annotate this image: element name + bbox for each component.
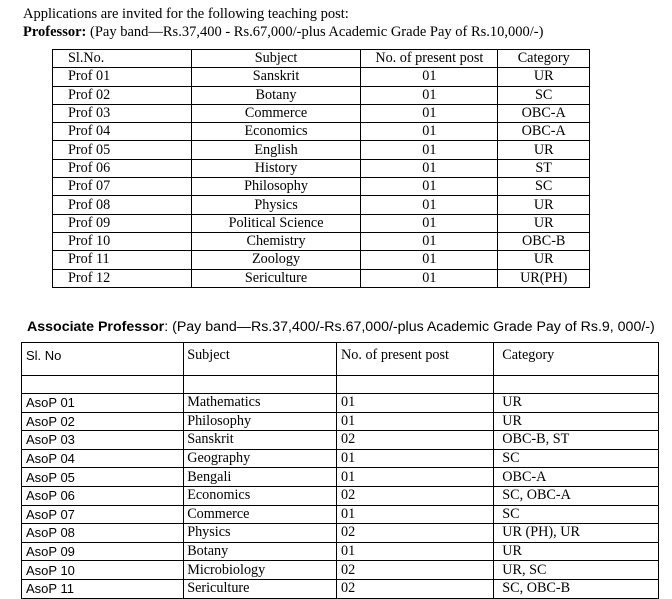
cell-category: OBC-A <box>494 468 659 487</box>
intro-text: Applications are invited for the following teaching post: <box>23 6 349 22</box>
cell-post-count: 01 <box>361 178 498 196</box>
cell-sl-no: Prof 07 <box>53 178 192 196</box>
professor-pay: (Pay band—Rs.37,400 - Rs.67,000/-plus Academic Grade Pay of Rs.10,000/-) <box>86 24 544 40</box>
cell-subject: English <box>191 141 360 159</box>
cell-category: UR <box>498 141 590 159</box>
cell-sl-no: AsoP 03 <box>22 431 184 450</box>
table-row <box>53 159 590 177</box>
cell-post-count: 02 <box>337 486 494 505</box>
cell-post-count: 01 <box>361 196 498 214</box>
cell-post-count: 01 <box>361 159 498 177</box>
associate-pay: : (Pay band—Rs.37,400/-Rs.67,000/-plus Academic Grade Pay of Rs.9, 000/-) <box>164 319 655 335</box>
table-row <box>53 196 590 214</box>
cell-category: SC <box>494 449 659 468</box>
cell-post-count: 01 <box>361 123 498 141</box>
cell-post-count: 02 <box>337 431 494 450</box>
table-row <box>22 412 659 431</box>
table-row <box>53 269 590 287</box>
cell-sl-no: AsoP 05 <box>22 468 184 487</box>
cell-sl-no: Prof 06 <box>53 159 192 177</box>
table-row <box>22 579 659 598</box>
cell-subject: Zoology <box>191 251 360 269</box>
table-row <box>53 232 590 250</box>
table-row <box>53 104 590 122</box>
cell-category: UR(PH) <box>498 269 590 287</box>
cell-subject: Microbiology <box>184 561 337 580</box>
table-row <box>22 561 659 580</box>
table-row <box>53 86 590 104</box>
cell-category: OBC-B, ST <box>494 431 659 450</box>
cell-subject: Sanskrit <box>191 68 360 86</box>
cell-post-count: 01 <box>337 542 494 561</box>
cell-subject: Chemistry <box>191 232 360 250</box>
cell-subject: Mathematics <box>184 394 337 413</box>
cell-category: SC <box>494 505 659 524</box>
cell-subject: Philosophy <box>191 178 360 196</box>
cell-sl-no: Prof 02 <box>53 86 192 104</box>
cell-post-count: 01 <box>361 104 498 122</box>
cell-category: UR <box>498 68 590 86</box>
cell-post-count: 01 <box>361 251 498 269</box>
cell-category: UR <box>494 542 659 561</box>
cell-sl-no: Prof 03 <box>53 104 192 122</box>
table-row <box>53 178 590 196</box>
associate-label: Associate Professor <box>27 319 165 335</box>
cell-post-count: 01 <box>361 86 498 104</box>
cell-subject: Botany <box>184 542 337 561</box>
cell-sl-no: AsoP 09 <box>22 542 184 561</box>
table-row <box>53 123 590 141</box>
header-category: Category <box>498 50 590 68</box>
table-row <box>53 141 590 159</box>
cell-category: SC, OBC-A <box>494 486 659 505</box>
table-row <box>22 486 659 505</box>
cell-post-count: 01 <box>361 141 498 159</box>
table-row <box>53 68 590 86</box>
cell-post-count: 01 <box>337 468 494 487</box>
cell-sl-no: AsoP 07 <box>22 505 184 524</box>
cell-post-count: 01 <box>361 269 498 287</box>
header-sl-no: Sl. No <box>22 343 184 376</box>
cell-subject: Geography <box>184 449 337 468</box>
cell-sl-no: AsoP 04 <box>22 449 184 468</box>
cell-post-count: 02 <box>337 579 494 598</box>
cell-subject: Political Science <box>191 214 360 232</box>
cell-subject: Bengali <box>184 468 337 487</box>
cell-sl-no: AsoP 01 <box>22 394 184 413</box>
cell-category: UR <box>498 214 590 232</box>
cell-category: UR <box>494 412 659 431</box>
table-header-row <box>22 343 659 376</box>
cell-sl-no: Prof 08 <box>53 196 192 214</box>
cell-post-count: 01 <box>337 412 494 431</box>
cell-category: UR, SC <box>494 561 659 580</box>
cell-subject: Botany <box>191 86 360 104</box>
associate-heading <box>27 319 655 336</box>
cell-category: UR <box>498 251 590 269</box>
table-row <box>22 394 659 413</box>
cell-sl-no: Prof 01 <box>53 68 192 86</box>
header-subject: Subject <box>184 343 337 376</box>
cell-sl-no: Prof 12 <box>53 269 192 287</box>
cell-subject: Philosophy <box>184 412 337 431</box>
cell-sl-no: Prof 05 <box>53 141 192 159</box>
cell-sl-no: Prof 04 <box>53 123 192 141</box>
table-row <box>22 431 659 450</box>
cell-post-count: 01 <box>361 214 498 232</box>
cell-category: OBC-A <box>498 104 590 122</box>
cell-post-count: 02 <box>337 524 494 543</box>
cell-category: SC, OBC-B <box>494 579 659 598</box>
cell-subject: History <box>191 159 360 177</box>
cell-sl-no: AsoP 10 <box>22 561 184 580</box>
header-subject: Subject <box>191 50 360 68</box>
cell-sl-no: AsoP 11 <box>22 579 184 598</box>
table-row <box>22 449 659 468</box>
cell-category: UR (PH), UR <box>494 524 659 543</box>
cell-category: SC <box>498 86 590 104</box>
cell-subject: Sericulture <box>191 269 360 287</box>
cell-subject: Economics <box>191 123 360 141</box>
cell-post-count: 01 <box>337 505 494 524</box>
cell-sl-no: AsoP 08 <box>22 524 184 543</box>
table-row <box>22 505 659 524</box>
cell-post-count: 01 <box>361 232 498 250</box>
table-row <box>53 251 590 269</box>
professor-heading <box>23 24 543 41</box>
cell-subject: Commerce <box>184 505 337 524</box>
cell-post-count: 02 <box>337 561 494 580</box>
cell-sl-no: AsoP 06 <box>22 486 184 505</box>
cell-sl-no: Prof 09 <box>53 214 192 232</box>
cell-post-count: 01 <box>337 394 494 413</box>
header-no-of-post: No. of present post <box>337 343 494 376</box>
cell-category: UR <box>494 394 659 413</box>
table-header-row <box>53 50 590 68</box>
cell-subject: Sanskrit <box>184 431 337 450</box>
table-row <box>53 214 590 232</box>
associate-table <box>21 342 659 599</box>
cell-subject: Economics <box>184 486 337 505</box>
table-row <box>22 468 659 487</box>
cell-sl-no: AsoP 02 <box>22 412 184 431</box>
table-row <box>22 542 659 561</box>
cell-category: ST <box>498 159 590 177</box>
cell-subject: Physics <box>184 524 337 543</box>
cell-subject: Physics <box>191 196 360 214</box>
cell-category: UR <box>498 196 590 214</box>
table-row <box>22 524 659 543</box>
cell-subject: Sericulture <box>184 579 337 598</box>
cell-post-count: 01 <box>361 68 498 86</box>
header-sl-no: Sl.No. <box>53 50 192 68</box>
cell-post-count: 01 <box>337 449 494 468</box>
cell-sl-no: Prof 10 <box>53 232 192 250</box>
professor-table <box>52 49 590 288</box>
cell-subject: Commerce <box>191 104 360 122</box>
cell-category: OBC-B <box>498 232 590 250</box>
cell-category: OBC-A <box>498 123 590 141</box>
header-no-of-post: No. of present post <box>361 50 498 68</box>
table-spacer-row <box>22 376 659 394</box>
header-category: Category <box>494 343 659 376</box>
professor-label: Professor: <box>23 24 87 40</box>
cell-sl-no: Prof 11 <box>53 251 192 269</box>
cell-category: SC <box>498 178 590 196</box>
